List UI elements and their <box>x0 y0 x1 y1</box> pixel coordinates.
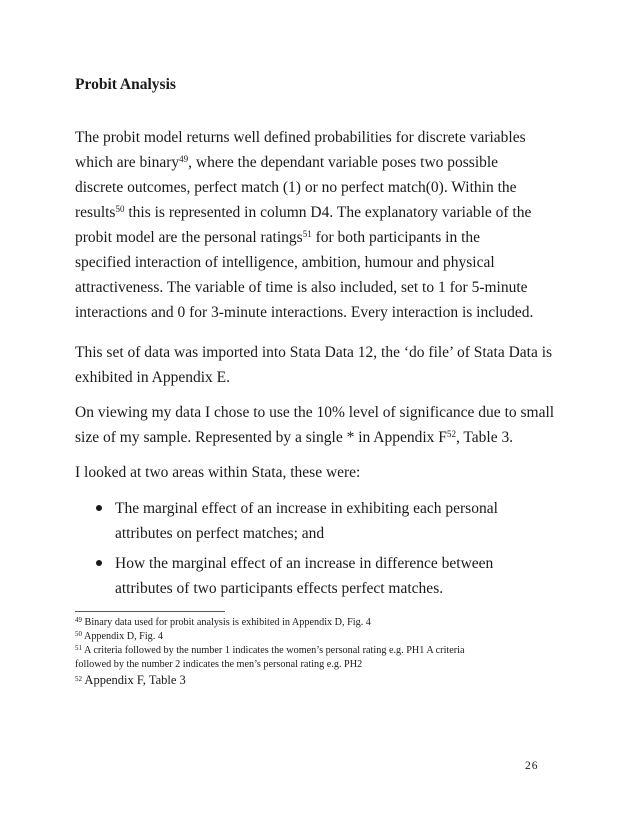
footnote-separator <box>75 611 225 612</box>
text-run: interactions and 0 for 3-minute interactions. Every interaction is included. <box>75 304 534 321</box>
text-line: I looked at two areas within Stata, these were: <box>75 464 361 481</box>
bullet-list <box>95 496 545 606</box>
bullet-item <box>95 551 545 601</box>
text-line <box>75 200 555 225</box>
text-line <box>75 250 555 275</box>
paragraph-significance <box>75 400 555 450</box>
footnote-text: Appendix D, Fig. 4 <box>82 631 163 642</box>
footnote-text: A criteria followed by the number 1 indicates the women’s personal rating e.g. PH1 A criteria <box>82 645 465 656</box>
page-number: 26 <box>525 760 539 772</box>
footnote-number: 49 <box>75 616 82 624</box>
footnote-ref-49: 49 <box>179 154 189 164</box>
text-line: The marginal effect of an increase in exhibiting each personal <box>115 500 498 517</box>
text-run: specified interaction of intelligence, ambition, humour and physical <box>75 254 495 271</box>
text-run: The probit model returns well defined probabilities for discrete variables <box>75 129 526 146</box>
text-line <box>75 400 555 425</box>
text-run: discrete outcomes, perfect match (1) or no perfect match(0). Within the <box>75 179 517 196</box>
paragraph-probit-model <box>75 125 555 325</box>
footnote-number: 50 <box>75 630 82 638</box>
text-run: which are binary <box>75 154 180 171</box>
text-line: How the marginal effect of an increase in difference between <box>115 555 494 572</box>
text-line: attributes on perfect matches; and <box>115 525 325 542</box>
text-run: , where the dependant variable poses two possible <box>188 154 499 171</box>
paragraph-areas-intro <box>75 460 555 485</box>
text-run: attractiveness. The variable of time is also included, set to 1 for 5-minute <box>75 279 528 296</box>
text-run: exhibited in Appendix E. <box>75 369 230 386</box>
text-run: results <box>75 204 116 221</box>
footnote-ref-50: 50 <box>115 204 125 214</box>
text-line <box>75 425 555 450</box>
bullet-dot-icon <box>96 560 102 566</box>
section-heading: Probit Analysis <box>75 76 176 93</box>
footnote-number: 52 <box>75 675 82 683</box>
text-run: this is represented in column D4. The explanatory variable of the <box>124 204 532 221</box>
text-run: On viewing my data I chose to use the 10% level of significance due to small <box>75 404 555 421</box>
paragraph-stata-import <box>75 340 555 390</box>
footnote-51 <box>75 644 555 658</box>
text-run: size of my sample. Represented by a single * in Appendix F <box>75 429 447 446</box>
text-line <box>75 125 555 150</box>
text-line <box>75 225 555 250</box>
text-line <box>75 365 555 390</box>
text-line <box>75 340 555 365</box>
footnote-50 <box>75 630 555 644</box>
text-line: attributes of two participants effects perfect matches. <box>115 580 444 597</box>
text-run: for both participants in the <box>311 229 481 246</box>
footnote-52 <box>75 672 555 688</box>
text-run: , Table 3. <box>455 429 514 446</box>
text-line <box>75 275 555 300</box>
footnote-ref-51: 51 <box>302 229 312 239</box>
text-run: probit model are the personal ratings <box>75 229 303 246</box>
bullet-item <box>95 496 545 546</box>
footnotes <box>75 616 555 688</box>
footnote-text: Appendix F, Table 3 <box>82 673 186 687</box>
bullet-dot-icon <box>96 505 102 511</box>
text-run: This set of data was imported into Stata Data 12, the ‘do file’ of Stata Data is <box>75 344 553 361</box>
footnote-51-continued: followed by the number 2 indicates the men’s personal rating e.g. PH2 <box>75 659 363 670</box>
text-line <box>75 150 555 175</box>
footnote-text: Binary data used for probit analysis is exhibited in Appendix D, Fig. 4 <box>82 617 371 628</box>
text-line <box>75 300 555 325</box>
footnote-49 <box>75 616 555 630</box>
text-line <box>75 175 555 200</box>
footnote-ref-52: 52 <box>446 429 456 439</box>
footnote-number: 51 <box>75 644 82 652</box>
